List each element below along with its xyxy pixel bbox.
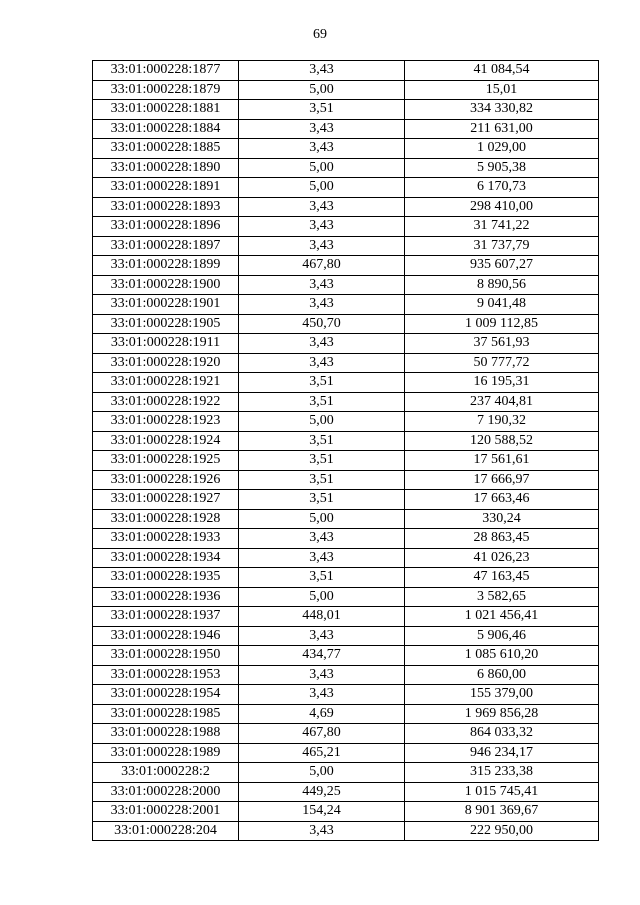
table-row (93, 217, 599, 237)
value-cell: 1 085 610,20 (405, 646, 599, 666)
cadastral-number-cell: 33:01:000228:1885 (93, 139, 239, 159)
value-cell: 28 863,45 (405, 529, 599, 549)
rate-cell: 3,51 (239, 490, 405, 510)
value-cell: 37 561,93 (405, 334, 599, 354)
cadastral-number-cell: 33:01:000228:1896 (93, 217, 239, 237)
rate-cell: 434,77 (239, 646, 405, 666)
rate-cell: 3,43 (239, 665, 405, 685)
table-row (93, 80, 599, 100)
value-cell: 1 029,00 (405, 139, 599, 159)
value-cell: 6 860,00 (405, 665, 599, 685)
cadastral-number-cell: 33:01:000228:1881 (93, 100, 239, 120)
cadastral-number-cell: 33:01:000228:1954 (93, 685, 239, 705)
value-cell: 16 195,31 (405, 373, 599, 393)
cadastral-number-cell: 33:01:000228:1884 (93, 119, 239, 139)
table-row (93, 704, 599, 724)
value-cell: 8 901 369,67 (405, 802, 599, 822)
rate-cell: 3,43 (239, 353, 405, 373)
cadastral-number-cell: 33:01:000228:1924 (93, 431, 239, 451)
rate-cell: 465,21 (239, 743, 405, 763)
table-row (93, 821, 599, 841)
value-cell: 6 170,73 (405, 178, 599, 198)
rate-cell: 3,43 (239, 548, 405, 568)
cadastral-number-cell: 33:01:000228:1926 (93, 470, 239, 490)
table-row (93, 158, 599, 178)
table-row (93, 236, 599, 256)
rate-cell: 3,51 (239, 100, 405, 120)
cadastral-number-cell: 33:01:000228:1988 (93, 724, 239, 744)
table-row (93, 724, 599, 744)
table-row (93, 490, 599, 510)
table-row (93, 295, 599, 315)
value-cell: 315 233,38 (405, 763, 599, 783)
table-row (93, 139, 599, 159)
cadastral-number-cell: 33:01:000228:1879 (93, 80, 239, 100)
cadastral-number-cell: 33:01:000228:204 (93, 821, 239, 841)
rate-cell: 3,51 (239, 451, 405, 471)
value-cell: 1 969 856,28 (405, 704, 599, 724)
rate-cell: 3,51 (239, 568, 405, 588)
cadastral-number-cell: 33:01:000228:1891 (93, 178, 239, 198)
cadastral-number-cell: 33:01:000228:1900 (93, 275, 239, 295)
rate-cell: 3,43 (239, 197, 405, 217)
rate-cell: 449,25 (239, 782, 405, 802)
rate-cell: 3,51 (239, 470, 405, 490)
rate-cell: 5,00 (239, 80, 405, 100)
rate-cell: 3,43 (239, 139, 405, 159)
rate-cell: 3,43 (239, 295, 405, 315)
cadastral-number-cell: 33:01:000228:1923 (93, 412, 239, 432)
rate-cell: 448,01 (239, 607, 405, 627)
value-cell: 946 234,17 (405, 743, 599, 763)
cadastral-number-cell: 33:01:000228:1893 (93, 197, 239, 217)
value-cell: 50 777,72 (405, 353, 599, 373)
rate-cell: 4,69 (239, 704, 405, 724)
cadastral-number-cell: 33:01:000228:1921 (93, 373, 239, 393)
value-cell: 330,24 (405, 509, 599, 529)
value-cell: 1 015 745,41 (405, 782, 599, 802)
table-row (93, 665, 599, 685)
table-row (93, 256, 599, 276)
cadastral-number-cell: 33:01:000228:1989 (93, 743, 239, 763)
cadastral-number-cell: 33:01:000228:1920 (93, 353, 239, 373)
cadastral-number-cell: 33:01:000228:2000 (93, 782, 239, 802)
table-body (93, 61, 599, 841)
rate-cell: 3,43 (239, 529, 405, 549)
table-row (93, 314, 599, 334)
rate-cell: 3,43 (239, 119, 405, 139)
cadastral-number-cell: 33:01:000228:1933 (93, 529, 239, 549)
value-cell: 8 890,56 (405, 275, 599, 295)
cadastral-number-cell: 33:01:000228:1934 (93, 548, 239, 568)
table-row (93, 412, 599, 432)
cadastral-number-cell: 33:01:000228:2 (93, 763, 239, 783)
value-cell: 7 190,32 (405, 412, 599, 432)
table-row (93, 509, 599, 529)
rate-cell: 3,43 (239, 61, 405, 81)
rate-cell: 3,43 (239, 217, 405, 237)
value-cell: 334 330,82 (405, 100, 599, 120)
page-number: 69 (313, 27, 327, 42)
table-row (93, 763, 599, 783)
value-cell: 5 905,38 (405, 158, 599, 178)
cadastral-number-cell: 33:01:000228:1985 (93, 704, 239, 724)
table-row (93, 178, 599, 198)
rate-cell: 3,43 (239, 236, 405, 256)
rate-cell: 5,00 (239, 587, 405, 607)
table-row (93, 607, 599, 627)
table-row (93, 802, 599, 822)
value-cell: 864 033,32 (405, 724, 599, 744)
table-row (93, 685, 599, 705)
table-row (93, 568, 599, 588)
value-cell: 1 021 456,41 (405, 607, 599, 627)
cadastral-number-cell: 33:01:000228:1946 (93, 626, 239, 646)
rate-cell: 5,00 (239, 763, 405, 783)
cadastral-number-cell: 33:01:000228:1899 (93, 256, 239, 276)
table-row (93, 431, 599, 451)
cadastral-value-table (92, 60, 599, 841)
table-row (93, 119, 599, 139)
rate-cell: 3,43 (239, 275, 405, 295)
cadastral-number-cell: 33:01:000228:1897 (93, 236, 239, 256)
value-cell: 31 737,79 (405, 236, 599, 256)
rate-cell: 5,00 (239, 412, 405, 432)
table-row (93, 646, 599, 666)
table-row (93, 61, 599, 81)
table-row (93, 451, 599, 471)
rate-cell: 3,43 (239, 334, 405, 354)
value-cell: 1 009 112,85 (405, 314, 599, 334)
value-cell: 31 741,22 (405, 217, 599, 237)
value-cell: 41 026,23 (405, 548, 599, 568)
cadastral-number-cell: 33:01:000228:1890 (93, 158, 239, 178)
value-cell: 17 666,97 (405, 470, 599, 490)
table-row (93, 782, 599, 802)
cadastral-number-cell: 33:01:000228:1905 (93, 314, 239, 334)
table-row (93, 470, 599, 490)
rate-cell: 3,51 (239, 431, 405, 451)
cadastral-number-cell: 33:01:000228:1936 (93, 587, 239, 607)
table-row (93, 743, 599, 763)
value-cell: 222 950,00 (405, 821, 599, 841)
rate-cell: 3,51 (239, 392, 405, 412)
value-cell: 211 631,00 (405, 119, 599, 139)
value-cell: 17 663,46 (405, 490, 599, 510)
rate-cell: 3,51 (239, 373, 405, 393)
table-row (93, 392, 599, 412)
table-row (93, 353, 599, 373)
cadastral-number-cell: 33:01:000228:1953 (93, 665, 239, 685)
cadastral-number-cell: 33:01:000228:1877 (93, 61, 239, 81)
rate-cell: 450,70 (239, 314, 405, 334)
table-row (93, 334, 599, 354)
value-cell: 237 404,81 (405, 392, 599, 412)
cadastral-number-cell: 33:01:000228:1927 (93, 490, 239, 510)
value-cell: 5 906,46 (405, 626, 599, 646)
cadastral-number-cell: 33:01:000228:1922 (93, 392, 239, 412)
rate-cell: 154,24 (239, 802, 405, 822)
table-row (93, 197, 599, 217)
value-cell: 47 163,45 (405, 568, 599, 588)
value-cell: 298 410,00 (405, 197, 599, 217)
table-row (93, 100, 599, 120)
value-cell: 41 084,54 (405, 61, 599, 81)
value-cell: 935 607,27 (405, 256, 599, 276)
rate-cell: 3,43 (239, 626, 405, 646)
value-cell: 9 041,48 (405, 295, 599, 315)
cadastral-number-cell: 33:01:000228:2001 (93, 802, 239, 822)
table-row (93, 626, 599, 646)
rate-cell: 5,00 (239, 509, 405, 529)
value-cell: 3 582,65 (405, 587, 599, 607)
cadastral-number-cell: 33:01:000228:1935 (93, 568, 239, 588)
table-row (93, 548, 599, 568)
rate-cell: 3,43 (239, 685, 405, 705)
rate-cell: 5,00 (239, 158, 405, 178)
table-row (93, 587, 599, 607)
value-cell: 155 379,00 (405, 685, 599, 705)
rate-cell: 467,80 (239, 256, 405, 276)
rate-cell: 467,80 (239, 724, 405, 744)
cadastral-number-cell: 33:01:000228:1937 (93, 607, 239, 627)
value-cell: 17 561,61 (405, 451, 599, 471)
cadastral-number-cell: 33:01:000228:1950 (93, 646, 239, 666)
cadastral-number-cell: 33:01:000228:1928 (93, 509, 239, 529)
table-row (93, 275, 599, 295)
cadastral-number-cell: 33:01:000228:1911 (93, 334, 239, 354)
rate-cell: 5,00 (239, 178, 405, 198)
cadastral-number-cell: 33:01:000228:1925 (93, 451, 239, 471)
table-row (93, 373, 599, 393)
rate-cell: 3,43 (239, 821, 405, 841)
value-cell: 15,01 (405, 80, 599, 100)
value-cell: 120 588,52 (405, 431, 599, 451)
cadastral-number-cell: 33:01:000228:1901 (93, 295, 239, 315)
table-row (93, 529, 599, 549)
